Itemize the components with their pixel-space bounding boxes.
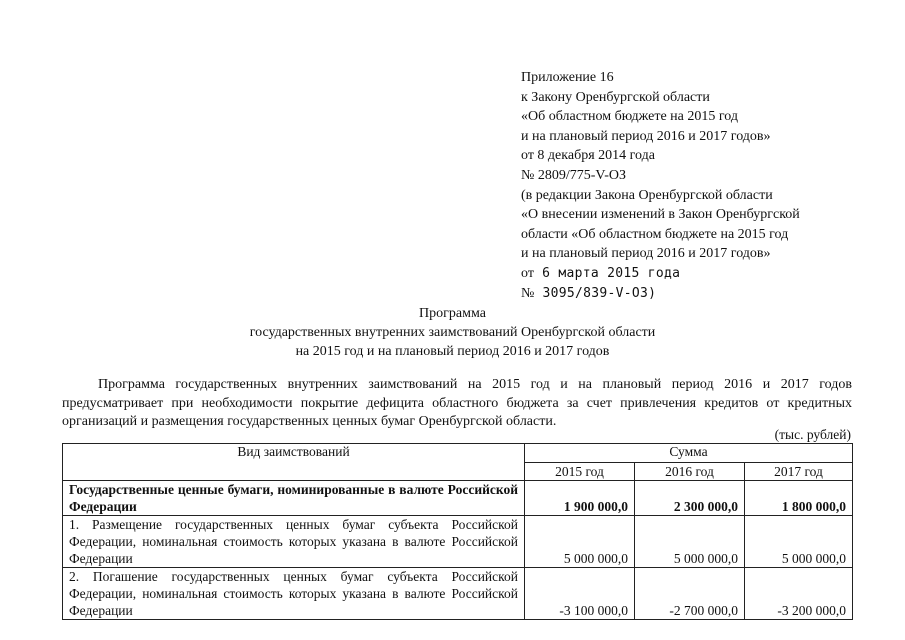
appendix-line: к Закону Оренбургской области xyxy=(521,89,710,105)
appendix-line: «Об областном бюджете на 2015 год xyxy=(521,109,738,125)
header-year: 2017 год xyxy=(745,463,853,481)
header-borrowing-type: Вид заимствований xyxy=(63,444,525,481)
row-value: 2 300 000,0 xyxy=(635,481,745,516)
amendment-number-value: 3095/839-V-ОЗ) xyxy=(542,285,657,301)
appendix-line: от 8 декабря 2014 года xyxy=(521,148,655,164)
table-row xyxy=(63,516,853,568)
header-sum: Сумма xyxy=(525,444,853,463)
units-label: (тыс. рублей) xyxy=(774,427,851,442)
appendix-line: (в редакции Закона Оренбургской области xyxy=(521,187,773,203)
intro-paragraph: Программа государственных внутренних заимствований на 2015 год и на плановый период 2016 и 2017 годов предусматривает при необходимости покрытие дефицита областного бюджета за счет привлечения кредитов от кредитных организаций и размещения государственных ценных бумаг Оренбургской области. xyxy=(62,377,852,429)
row-label: 2. Погашение государственных ценных бумаг субъекта Российской Федерации, номинальная стоимость которых указана в валюте Российской Федерации xyxy=(63,568,525,620)
row-value: 5 000 000,0 xyxy=(525,516,635,568)
table-row xyxy=(63,481,853,516)
header-year: 2016 год xyxy=(635,463,745,481)
row-value: 1 800 000,0 xyxy=(745,481,853,516)
table-row xyxy=(63,568,853,620)
appendix-header xyxy=(521,68,851,303)
appendix-line: области «Об областном бюджете на 2015 год xyxy=(521,226,789,242)
row-value: -3 200 000,0 xyxy=(745,568,853,620)
row-label: Государственные ценные бумаги, номинированные в валюте Российской Федерации xyxy=(63,481,525,516)
table-header-row xyxy=(63,444,853,463)
appendix-line: и на плановый период 2016 и 2017 годов» xyxy=(521,246,771,262)
header-year: 2015 год xyxy=(525,463,635,481)
title-line: Программа xyxy=(419,306,486,321)
amendment-date-prefix: от xyxy=(521,265,534,281)
borrowing-table xyxy=(62,443,853,620)
appendix-line: Приложение 16 xyxy=(521,70,614,85)
amendment-number-prefix: № xyxy=(521,285,535,301)
row-value: 1 900 000,0 xyxy=(525,481,635,516)
appendix-line: и на плановый период 2016 и 2017 годов» xyxy=(521,128,771,144)
program-title xyxy=(0,304,905,361)
row-label: 1. Размещение государственных ценных бумаг субъекта Российской Федерации, номинальная стоимость которых указана в валюте Российской Федерации xyxy=(63,516,525,568)
appendix-line: № 2809/775-V-ОЗ xyxy=(521,167,627,183)
title-line: государственных внутренних заимствований Оренбургской области xyxy=(249,325,656,340)
appendix-line: «О внесении изменений в Закон Оренбургской xyxy=(521,207,800,223)
amendment-date-value: 6 марта 2015 года xyxy=(542,265,681,281)
amendment-date xyxy=(521,264,851,284)
row-value: 5 000 000,0 xyxy=(745,516,853,568)
row-value: -2 700 000,0 xyxy=(635,568,745,620)
title-line: на 2015 год и на плановый период 2016 и 2017 годов xyxy=(295,344,610,359)
amendment-number xyxy=(521,284,851,304)
row-value: -3 100 000,0 xyxy=(525,568,635,620)
row-value: 5 000 000,0 xyxy=(635,516,745,568)
